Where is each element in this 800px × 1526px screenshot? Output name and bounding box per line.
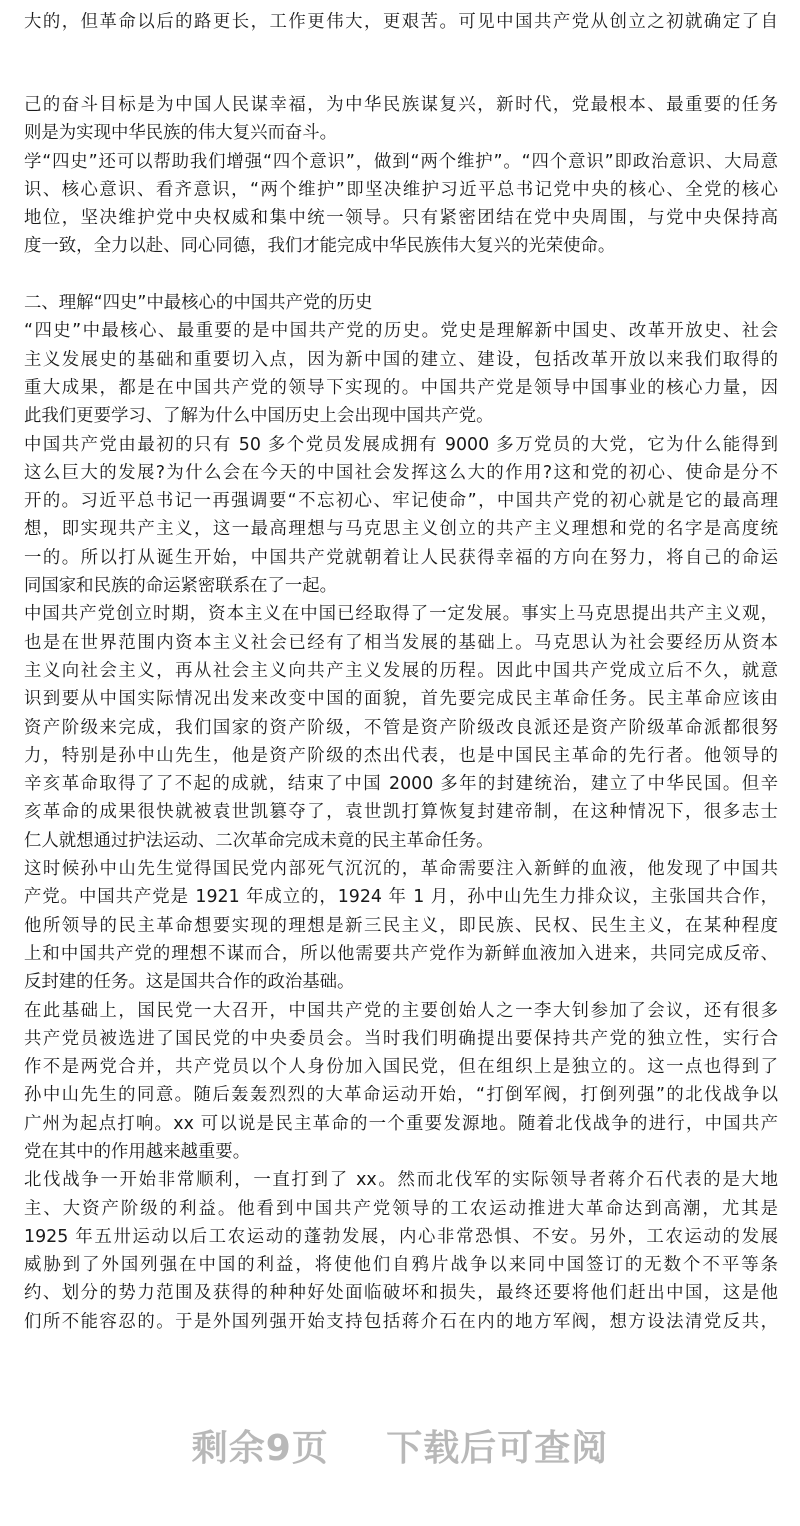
text-line: 孙中山先生的同意。随后轰轰烈烈的大革命运动开始，“打倒军阀，打倒列强”的北伐战争以 xyxy=(24,1085,778,1106)
text-line: 仁人就想通过护法运动、二次革命完成未竟的民主革命任务。 xyxy=(24,830,494,851)
text-line: “四史”中最核心、最重要的是中国共产党的历史。党史是理解新中国史、改革开放史、社会 xyxy=(24,321,778,342)
text-line: 约、划分的势力范围及获得的种种好处面临破坏和损失，最终还要将他们赶出中国，这是他 xyxy=(24,1283,778,1304)
text-line: 地位，坚决维护党中央权威和集中统一领导。只有紧密团结在党中央周围，与党中央保持高 xyxy=(24,208,778,229)
text-line: 主义向社会主义，再从社会主义向共产主义发展的历程。因此中国共产党成立后不久，就意 xyxy=(24,660,778,681)
text-line: 识到要从中国实际情况出发来改变中国的面貌，首先要完成民主革命任务。民主革命应该由 xyxy=(24,689,778,710)
text-line: 一的。所以打从诞生开始，中国共产党就朝着让人民获得幸福的方向在努力，将自己的命运 xyxy=(24,547,778,568)
text-line: 这么巨大的发展?为什么会在今天的中国社会发挥这么大的作用?这和党的初心、使命是分不 xyxy=(24,462,778,483)
text-line: 在此基础上，国民党一大召开，中国共产党的主要创始人之一李大钊参加了会议，还有很多 xyxy=(24,1000,778,1021)
blank-line xyxy=(24,261,778,289)
text-line: 力，特别是孙中山先生，他是资产阶级的杰出代表，也是中国民主革命的先行者。他领导的 xyxy=(24,745,778,766)
document-body xyxy=(24,91,778,1336)
text-line: 重大成果，都是在中国共产党的领导下实现的。中国共产党是领导中国事业的核心力量，因 xyxy=(24,377,778,398)
text-line: 共产党员被选进了国民党的中央委员会。当时我们明确提出要保持共产党的独立性，实行合 xyxy=(24,1028,778,1049)
text-line: 度一致，全力以赴、同心同德，我们才能完成中华民族伟大复兴的光荣使命。 xyxy=(24,236,616,257)
text-line: 主义发展史的基础和重要切入点，因为新中国的建立、建设，包括改革开放以来我们取得的 xyxy=(24,349,778,370)
text-line: 此我们更要学习、了解为什么中国历史上会出现中国共产党。 xyxy=(24,406,494,427)
text-line: 他所领导的民主革命想要实现的理想是新三民主义，即民族、民权、民生主义，在某种程度 xyxy=(24,915,778,936)
text-line: 1925 年五卅运动以后工农运动的蓬勃发展，内心非常恐惧、不安。另外，工农运动的发展 xyxy=(24,1226,778,1247)
text-line: 中国共产党由最初的只有 50 多个党员发展成拥有 9000 多万党员的大党，它为什么能得到 xyxy=(24,434,778,455)
text-line: 二、理解“四史”中最核心的中国共产党的历史 xyxy=(24,293,373,314)
text-line: 党在其中的作用越来越重要。 xyxy=(24,1141,251,1162)
text-line: 主、大资产阶级的利益。他看到中国共产党领导的工农运动推进大革命达到高潮，尤其是 xyxy=(24,1198,778,1219)
preview-limit-notice xyxy=(0,1420,800,1471)
text-line: 大的，但革命以后的路更长，工作更伟大，更艰苦。可见中国共产党从创立之初就确定了自 xyxy=(24,12,778,32)
remaining-pages-label: 剩余9页 xyxy=(191,1428,329,1469)
text-line: 学“四史”还可以帮助我们增强“四个意识”，做到“两个维护”。“四个意识”即政治意识、大局意 xyxy=(24,151,778,172)
text-line: 则是为实现中华民族的伟大复兴而奋斗。 xyxy=(24,123,338,144)
text-line: 上和中国共产党的理想不谋而合，所以他需要共产党作为新鲜血液加入进来，共同完成反帝、 xyxy=(24,943,778,964)
text-line: 己的奋斗目标是为中国人民谋幸福，为中华民族谋复兴，新时代，党最根本、最重要的任务 xyxy=(24,95,778,115)
text-line: 广州为起点打响。xx 可以说是民主革命的一个重要发源地。随着北伐战争的进行，中国共产 xyxy=(24,1113,778,1134)
text-line: 亥革命的成果很快就被袁世凯篡夺了，袁世凯打算恢复封建帝制，在这种情况下，很多志士 xyxy=(24,802,778,823)
text-line: 这时候孙中山先生觉得国民党内部死气沉沉的，革命需要注入新鲜的血液，他发现了中国共 xyxy=(24,859,778,880)
document-top-fragment xyxy=(24,8,778,36)
text-line: 辛亥革命取得了了不起的成就，结束了中国 2000 多年的封建统治，建立了中华民国。但辛 xyxy=(24,774,778,795)
text-line: 中国共产党创立时期，资本主义在中国已经取得了一定发展。事实上马克思提出共产主义观， xyxy=(24,604,778,625)
text-line: 威胁到了外国列强在中国的利益，将使他们自鸦片战争以来同中国签订的无数个不平等条 xyxy=(24,1255,778,1276)
download-to-view-label: 下载后可查阅 xyxy=(386,1428,609,1469)
text-line: 反封建的任务。这是国共合作的政治基础。 xyxy=(24,972,355,993)
text-line: 北伐战争一开始非常顺利，一直打到了 xx。然而北伐军的实际领导者蒋介石代表的是大地 xyxy=(24,1170,778,1191)
text-line: 同国家和民族的命运紧密联系在了一起。 xyxy=(24,576,338,597)
text-line: 开的。习近平总书记一再强调要“不忘初心、牢记使命”，中国共产党的初心就是它的最高理 xyxy=(24,491,778,512)
text-line: 也是在世界范围内资本主义社会已经有了相当发展的基础上。马克思认为社会要经历从资本 xyxy=(24,632,778,653)
text-line: 们所不能容忍的。于是外国列强开始支持包括蒋介石在内的地方军阀，想方设法清党反共， xyxy=(24,1311,778,1332)
text-line: 识、核心意识、看齐意识，“两个维护”即坚决维护习近平总书记党中央的核心、全党的核心 xyxy=(24,179,778,200)
text-line: 作不是两党合并，共产党员以个人身份加入国民党，但在组织上是独立的。这一点也得到了 xyxy=(24,1057,778,1078)
text-line: 产党。中国共产党是 1921 年成立的，1924 年 1 月，孙中山先生力排众议，主张国共合作， xyxy=(24,887,778,908)
text-line: 资产阶级来完成，我们国家的资产阶级，不管是资产阶级改良派还是资产阶级革命派都很努 xyxy=(24,717,778,738)
text-line: 想，即实现共产主义，这一最高理想与马克思主义创立的共产主义理想和党的名字是高度统 xyxy=(24,519,778,540)
